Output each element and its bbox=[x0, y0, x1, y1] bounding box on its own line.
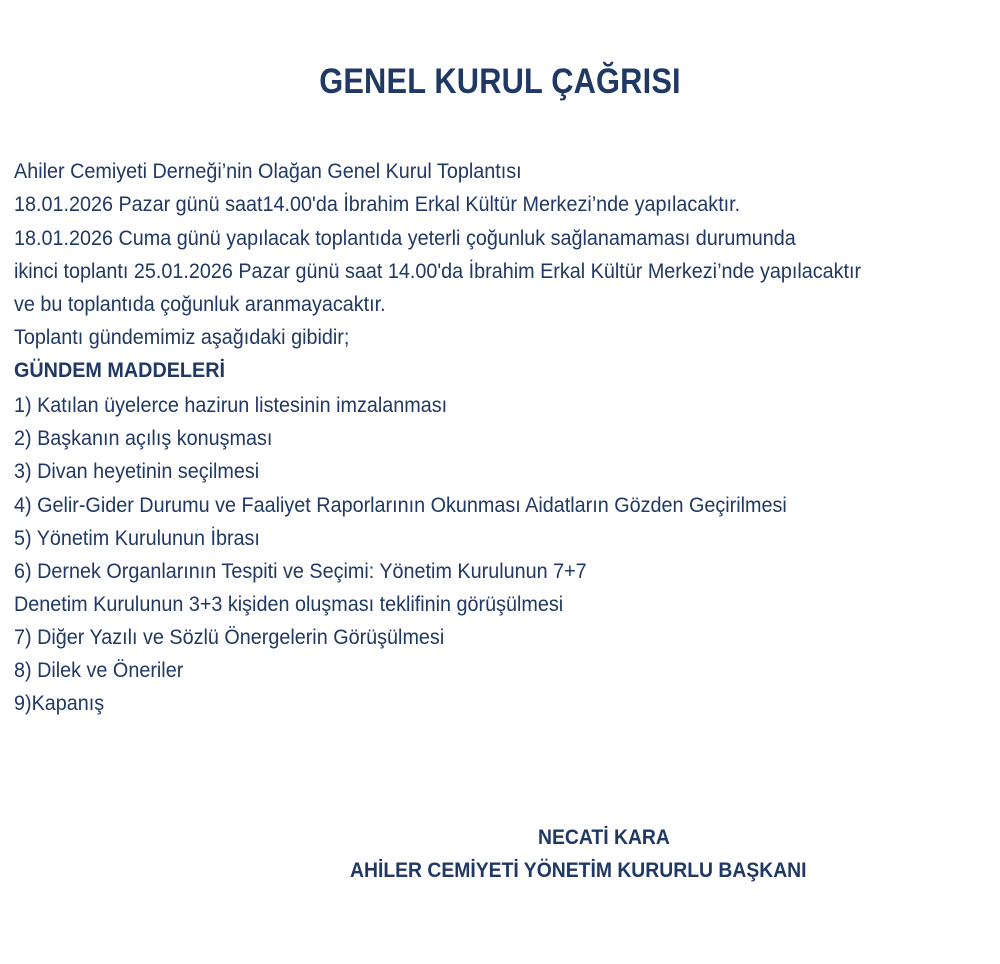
agenda-item: 8) Dilek ve Öneriler bbox=[14, 658, 184, 682]
agenda-item-continuation: Denetim Kurulunun 3+3 kişiden oluşması teklifinin görüşülmesi bbox=[14, 592, 564, 616]
intro-line-1: Ahiler Cemiyeti Derneği’nin Olağan Genel Kurul Toplantısı bbox=[14, 159, 522, 183]
page-title: GENEL KURUL ÇAĞRISI bbox=[319, 62, 681, 101]
agenda-item: 7) Diğer Yazılı ve Sözlü Önergelerin Görüşülmesi bbox=[14, 625, 445, 649]
signatory-name: NECATİ KARA bbox=[538, 825, 670, 849]
intro-line-2: 18.01.2026 Pazar günü saat14.00'da İbrahim Erkal Kültür Merkezi’nde yapılacaktır. bbox=[14, 192, 741, 216]
intro-line-4: ikinci toplantı 25.01.2026 Pazar günü saat 14.00'da İbrahim Erkal Kültür Merkezi’nde yapılacaktır bbox=[14, 259, 862, 283]
signatory-role: AHİLER CEMİYETİ YÖNETİM KURURLU BAŞKANI bbox=[350, 858, 807, 882]
agenda-item: 3) Divan heyetinin seçilmesi bbox=[14, 459, 260, 483]
agenda-item: 4) Gelir-Gider Durumu ve Faaliyet Raporlarının Okunması Aidatların Gözden Geçirilmesi bbox=[14, 493, 787, 517]
intro-line-5: ve bu toplantıda çoğunluk aranmayacaktır. bbox=[14, 292, 386, 316]
intro-line-3: 18.01.2026 Cuma günü yapılacak toplantıda yeterli çoğunluk sağlanamaması durumunda bbox=[14, 226, 796, 250]
agenda-item: 9)Kapanış bbox=[14, 691, 105, 715]
agenda-item: 6) Dernek Organlarının Tespiti ve Seçimi: Yönetim Kurulunun 7+7 bbox=[14, 559, 587, 583]
agenda-item: 2) Başkanın açılış konuşması bbox=[14, 426, 273, 450]
agenda-item: 1) Katılan üyelerce hazirun listesinin imzalanması bbox=[14, 393, 448, 417]
agenda-heading: GÜNDEM MADDELERİ bbox=[14, 358, 225, 382]
intro-line-6: Toplantı gündemimiz aşağıdaki gibidir; bbox=[14, 325, 350, 349]
agenda-item: 5) Yönetim Kurulunun İbrası bbox=[14, 526, 260, 550]
